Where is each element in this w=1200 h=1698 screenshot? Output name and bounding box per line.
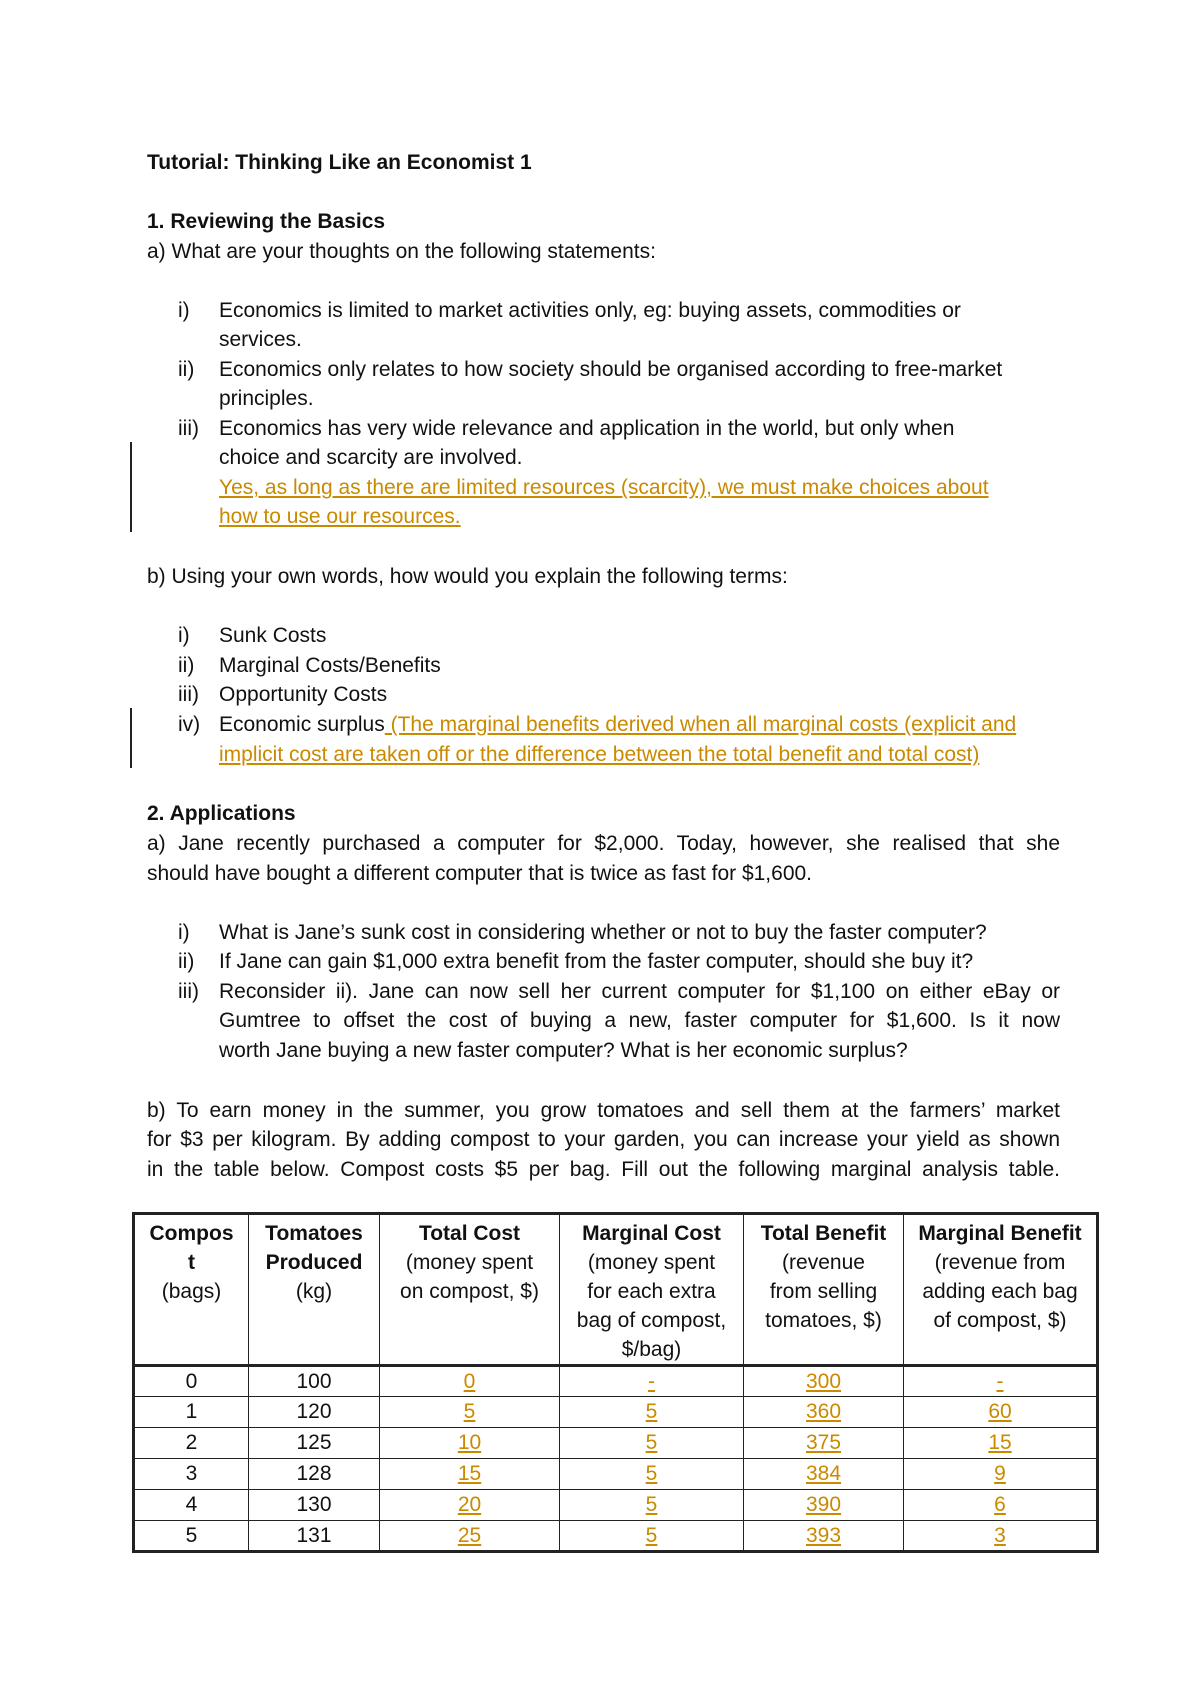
item-number: i) [178,624,190,647]
table-row [134,1459,1098,1490]
table-cell: 130 [249,1490,380,1521]
marginal-analysis-table [132,1212,1099,1553]
answer-value: 393 [805,1523,842,1547]
table-cell [904,1397,1098,1428]
header-title: t [188,1251,195,1274]
statement-text: choice and scarcity are involved. [219,446,523,469]
table-cell [560,1459,744,1490]
header-title: Total Benefit [760,1222,887,1245]
answer-value: 390 [805,1493,842,1516]
answer-value: 375 [805,1431,842,1454]
table-cell [560,1521,744,1552]
answer-value: 384 [805,1462,842,1485]
header-subtitle: $/bag) [621,1338,682,1361]
column-header [744,1214,904,1366]
item-number: iv) [178,713,201,736]
table-cell [560,1428,744,1459]
header-title: Marginal Benefit [918,1222,1082,1245]
header-subtitle: bag of compost, [576,1309,727,1332]
table-cell [560,1490,744,1521]
answer-value: 10 [457,1431,482,1454]
term-text: Sunk Costs [219,624,327,647]
table-cell [380,1366,560,1397]
answer-value: 9 [994,1462,1006,1485]
table-cell: 0 [134,1366,249,1397]
section-2-heading: 2. Applications [147,802,296,825]
header-subtitle: for each extra [587,1280,716,1303]
table-cell [744,1428,904,1459]
table-row [134,1521,1098,1552]
statement-text: Economics only relates to how society should be organised according to free-market [219,358,1003,381]
table-cell [904,1459,1098,1490]
table-cell [560,1397,744,1428]
header-subtitle: (money spent [405,1251,534,1274]
table-row [134,1428,1098,1459]
table-cell [744,1459,904,1490]
item-number: i) [178,299,190,322]
table-cell [380,1397,560,1428]
paragraph-line: should have bought a different computer that is twice as fast for $1,600. [147,862,813,885]
answer-value: 5 [463,1400,476,1423]
table-cell: 120 [249,1397,380,1428]
tracked-answer-text: (The marginal benefits derived when all marginal costs (explicit and [384,713,1017,736]
term-text: Economic surplus [219,713,385,736]
paragraph-line: b) To earn money in the summer, you grow tomatoes and sell them at the farmers’ market [147,1099,1060,1122]
answer-value: 3 [994,1523,1006,1547]
header-title: Total Cost [418,1222,521,1245]
item-number: ii) [178,654,195,677]
item-number: iii) [178,417,199,440]
header-title: Produced [265,1251,363,1274]
header-subtitle: tomatoes, $) [765,1309,882,1332]
answer-value: 5 [645,1493,658,1516]
paragraph-line: in the table below. Compost costs $5 per bag. Fill out the following marginal analysis table. [147,1158,1060,1181]
table-cell [380,1490,560,1521]
answer-value: 360 [805,1400,842,1423]
table-cell [904,1490,1098,1521]
answer-value: 6 [994,1493,1006,1516]
table-cell: 1 [134,1397,249,1428]
header-subtitle: (bags) [161,1280,222,1303]
section-1-heading: 1. Reviewing the Basics [147,210,386,233]
table-cell: 4 [134,1490,249,1521]
table-row [134,1397,1098,1428]
statement-text: principles. [219,387,314,410]
revision-bar [130,442,132,532]
header-subtitle: of compost, $) [933,1309,1067,1332]
item-number: iii) [178,683,199,706]
column-header [380,1214,560,1366]
document-title: Tutorial: Thinking Like an Economist 1 [147,151,532,174]
table-cell [744,1366,904,1397]
header-title: Compos [149,1222,234,1245]
table-cell [560,1366,744,1397]
question-text: What is Jane’s sunk cost in considering whether or not to buy the faster computer? [219,921,987,944]
answer-value: - [996,1369,1004,1393]
column-header [249,1214,380,1366]
section-1a-question: a) What are your thoughts on the following statements: [147,240,656,263]
answer-value: 5 [645,1462,658,1485]
answer-value: 15 [988,1431,1012,1454]
header-subtitle: (revenue from [934,1251,1066,1274]
table-cell [744,1521,904,1552]
table-cell [744,1397,904,1428]
table-header-row [134,1214,1098,1366]
item-number: ii) [178,950,195,973]
statement-text: Economics has very wide relevance and application in the world, but only when [219,417,955,440]
tracked-answer-text: how to use our resources. [219,505,461,528]
table-cell: 131 [249,1521,380,1552]
answer-value: 0 [463,1369,476,1393]
table-cell [744,1490,904,1521]
answer-value: 300 [805,1369,842,1393]
question-text: Reconsider ii). Jane can now sell her current computer for $1,100 on either eBay or [219,980,1060,1003]
item-number: iii) [178,980,199,1003]
table-cell: 125 [249,1428,380,1459]
table-cell: 2 [134,1428,249,1459]
table-cell [904,1521,1098,1552]
tracked-answer-text: Yes, as long as there are limited resources (scarcity), we must make choices about [219,476,989,499]
question-text: worth Jane buying a new faster computer? What is her economic surplus? [219,1039,908,1062]
header-subtitle: (kg) [295,1280,333,1303]
table-row [134,1366,1098,1397]
answer-value: 25 [457,1523,482,1547]
term-text-with-answer [219,711,1016,739]
term-text: Marginal Costs/Benefits [219,654,441,677]
table-cell [904,1428,1098,1459]
header-subtitle: (money spent [587,1251,716,1274]
answer-value: 15 [457,1462,482,1485]
column-header [560,1214,744,1366]
table-cell: 128 [249,1459,380,1490]
column-header [904,1214,1098,1366]
table-cell [380,1521,560,1552]
item-number: ii) [178,358,195,381]
header-subtitle: from selling [769,1280,878,1303]
header-title: Marginal Cost [582,1222,721,1245]
header-subtitle: (revenue [782,1251,865,1274]
answer-value: 5 [645,1523,658,1547]
answer-value: - [648,1369,655,1393]
statement-text: Economics is limited to market activities only, eg: buying assets, commodities or [219,299,961,322]
header-subtitle: adding each bag [922,1280,1078,1303]
header-title: Tomatoes [265,1222,363,1245]
table-cell [380,1428,560,1459]
answer-value: 5 [645,1400,658,1423]
question-text: If Jane can gain $1,000 extra benefit from the faster computer, should she buy it? [219,950,974,973]
tracked-answer-text: implicit cost are taken off or the difference between the total benefit and total cost) [219,743,980,766]
table-row [134,1490,1098,1521]
header-subtitle: on compost, $) [400,1280,539,1303]
table-cell: 3 [134,1459,249,1490]
term-text: Opportunity Costs [219,683,388,706]
answer-value: 20 [457,1493,482,1516]
table-cell: 5 [134,1521,249,1552]
table-cell: 100 [249,1366,380,1397]
section-1b-question: b) Using your own words, how would you explain the following terms: [147,565,788,588]
column-header [134,1214,249,1366]
answer-value: 60 [988,1400,1012,1423]
item-number: i) [178,921,190,944]
table-cell [380,1459,560,1490]
question-text: Gumtree to offset the cost of buying a new, faster computer for $1,600. Is it now [219,1009,1060,1032]
revision-bar [130,708,132,768]
paragraph-line: for $3 per kilogram. By adding compost to your garden, you can increase your yield as shown [147,1128,1060,1151]
paragraph-line: a) Jane recently purchased a computer for $2,000. Today, however, she realised that she [147,832,1060,855]
answer-value: 5 [645,1431,658,1454]
table-cell [904,1366,1098,1397]
statement-text: services. [219,328,302,351]
